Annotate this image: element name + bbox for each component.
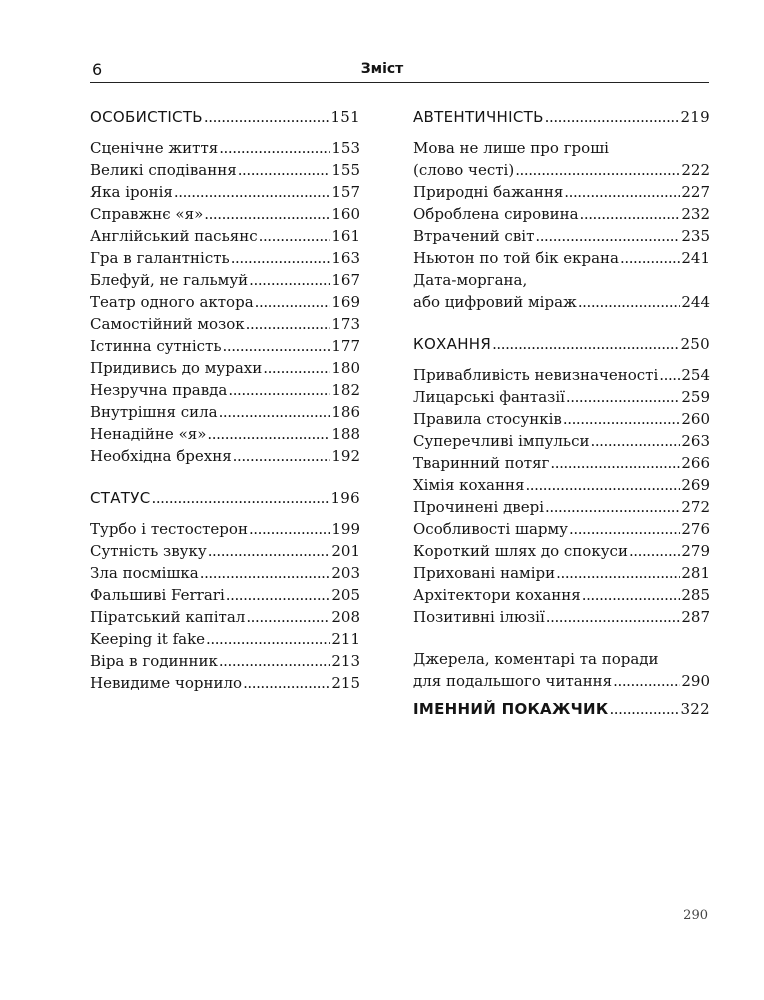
toc-entry[interactable] (90, 628, 360, 650)
entry-title: Яка іронія (90, 183, 173, 201)
toc-entry[interactable] (90, 423, 360, 445)
leader-dots (200, 562, 331, 584)
toc-entry[interactable] (413, 584, 710, 606)
entry-title: Піратський капітал (90, 608, 246, 626)
entry-title: Необхідна брехня (90, 447, 232, 465)
entry-page: 285 (681, 586, 710, 604)
entry-page: 186 (331, 403, 360, 421)
toc-entry[interactable] (413, 452, 710, 474)
entry-page: 182 (331, 381, 360, 399)
leader-dots (259, 225, 331, 247)
entry-page: 222 (681, 161, 710, 179)
toc-entry[interactable] (90, 650, 360, 672)
section-page: 219 (680, 108, 710, 126)
leader-dots (249, 269, 330, 291)
section-page: 250 (680, 335, 710, 353)
toc-entry[interactable] (90, 606, 360, 628)
leader-dots (535, 225, 680, 247)
entry-title: Хімія кохання (413, 476, 525, 494)
entry-line-1: Мова не лише про гроші (413, 139, 609, 157)
toc-section-status[interactable] (90, 487, 360, 509)
entry-page: 203 (331, 564, 360, 582)
entry-page: 254 (681, 366, 710, 384)
leader-dots (238, 159, 331, 181)
entry-title: Самостійний мозок (90, 315, 245, 333)
entry-title: Короткий шлях до спокуси (413, 542, 628, 560)
toc-entry[interactable] (90, 562, 360, 584)
entry-title: Ньютон по той бік екрана (413, 249, 620, 267)
toc-entry-sources[interactable] (413, 648, 710, 692)
entry-page: 276 (681, 520, 710, 538)
toc-entry[interactable] (90, 247, 360, 269)
toc-section-love[interactable] (413, 333, 710, 355)
entry-title: Привабливість невизначеності (413, 366, 659, 384)
entry-page: 290 (681, 672, 710, 690)
section-page: 196 (330, 489, 360, 507)
section-page: 322 (680, 700, 710, 718)
entry-line-1: Джерела, коментарі та поради (413, 650, 659, 668)
entry-page: 279 (681, 542, 710, 560)
leader-dots (231, 247, 331, 269)
leader-dots (609, 698, 679, 720)
toc-entry[interactable] (90, 379, 360, 401)
leader-dots (569, 518, 680, 540)
toc-entry[interactable] (90, 291, 360, 313)
entry-title: Внутрішня сила (90, 403, 218, 421)
entry-page: 160 (331, 205, 360, 223)
entry-page: 201 (331, 542, 360, 560)
entry-page: 205 (331, 586, 360, 604)
toc-entry[interactable] (413, 364, 710, 386)
section-title: КОХАННЯ (413, 335, 492, 353)
entry-title: Правила стосунків (413, 410, 562, 428)
entry-page: 177 (331, 337, 360, 355)
leader-dots (563, 408, 680, 430)
leader-dots (566, 386, 680, 408)
toc-right-column (413, 106, 710, 720)
toc-entry[interactable] (413, 606, 710, 628)
header-rule (90, 82, 709, 83)
toc-entry-multiline[interactable] (413, 269, 710, 313)
entry-page: 199 (331, 520, 360, 538)
entry-page: 157 (331, 183, 360, 201)
toc-entry[interactable] (413, 562, 710, 584)
entry-page: 241 (681, 249, 710, 267)
section-title: СТАТУС (90, 489, 151, 507)
leader-dots (228, 379, 330, 401)
toc-entry[interactable] (413, 386, 710, 408)
leader-dots (223, 335, 331, 357)
toc-entry[interactable] (90, 225, 360, 247)
entry-page: 263 (681, 432, 710, 450)
leader-dots (204, 203, 330, 225)
leader-dots (219, 137, 330, 159)
toc-entry[interactable] (413, 203, 710, 225)
entry-title: Гра в галантність (90, 249, 230, 267)
entry-title: Істинна сутність (90, 337, 222, 355)
entry-title: Позитивні ілюзії (413, 608, 545, 626)
toc-entry[interactable] (90, 518, 360, 540)
toc-entry[interactable] (90, 445, 360, 467)
toc-section-authenticity[interactable] (413, 106, 710, 128)
entry-title: Віра в годинник (90, 652, 218, 670)
entry-line-2: для подальшого читання (413, 672, 613, 690)
entry-line-2: або цифровий міраж (413, 293, 577, 311)
leader-dots (591, 430, 681, 452)
entry-page: 153 (331, 139, 360, 157)
entry-page: 244 (681, 293, 710, 311)
toc-entry[interactable] (413, 225, 710, 247)
entry-page: 208 (331, 608, 360, 626)
leader-dots (515, 159, 680, 181)
entry-line-2: (слово честі) (413, 161, 515, 179)
leader-dots (582, 584, 681, 606)
leader-dots (206, 628, 330, 650)
section-title: ІМЕННИЙ ПОКАЖЧИК (413, 700, 609, 718)
leader-dots (255, 291, 331, 313)
toc-entry[interactable] (413, 181, 710, 203)
toc-left-column (90, 106, 360, 694)
toc-entry[interactable] (90, 159, 360, 181)
page-number: 6 (92, 60, 103, 79)
section-page: 151 (330, 108, 360, 126)
entry-title: Особливості шарму (413, 520, 569, 538)
toc-section-personality[interactable] (90, 106, 360, 128)
leader-dots (659, 364, 680, 386)
entry-title: Зла посмішка (90, 564, 199, 582)
entry-page: 260 (681, 410, 710, 428)
entry-title: Блефуй, не гальмуй (90, 271, 249, 289)
entry-title: Архітектори кохання (413, 586, 581, 604)
entry-title: Приховані наміри (413, 564, 556, 582)
toc-entry[interactable] (413, 247, 710, 269)
leader-dots (246, 606, 330, 628)
leader-dots (613, 670, 680, 692)
leader-dots (550, 452, 680, 474)
toc-entry[interactable] (90, 137, 360, 159)
leader-dots (556, 562, 680, 584)
entry-page: 192 (331, 447, 360, 465)
leader-dots (620, 247, 680, 269)
toc-entry[interactable] (413, 474, 710, 496)
leader-dots (246, 313, 331, 335)
toc-entry-multiline[interactable] (413, 137, 710, 181)
toc-entry[interactable] (90, 540, 360, 562)
entry-page: 180 (331, 359, 360, 377)
entry-title: Ненадійне «я» (90, 425, 207, 443)
entry-page: 169 (331, 293, 360, 311)
entry-title: Турбо і тестостерон (90, 520, 248, 538)
toc-entry[interactable] (90, 672, 360, 694)
leader-dots (204, 106, 330, 128)
entry-title: Незручна правда (90, 381, 228, 399)
leader-dots (174, 181, 330, 203)
entry-title: Невидиме чорнило (90, 674, 243, 692)
entry-page: 272 (681, 498, 710, 516)
toc-entry[interactable] (90, 584, 360, 606)
entry-title: Справжнє «я» (90, 205, 204, 223)
entry-title: Придивись до мурахи (90, 359, 263, 377)
leader-dots (546, 606, 681, 628)
toc-entry[interactable] (90, 203, 360, 225)
toc-entry[interactable] (413, 540, 710, 562)
leader-dots (249, 518, 330, 540)
footer-page-number: 290 (683, 908, 708, 923)
page-title: Зміст (360, 61, 404, 77)
leader-dots (525, 474, 680, 496)
entry-page: 211 (331, 630, 360, 648)
entry-title: Оброблена сировина (413, 205, 579, 223)
leader-dots (233, 445, 331, 467)
entry-title: Сутність звуку (90, 542, 207, 560)
toc-entry[interactable] (413, 518, 710, 540)
toc-entry[interactable] (90, 181, 360, 203)
toc-entry[interactable] (90, 335, 360, 357)
entry-title: Фальшиві Ferrari (90, 586, 225, 604)
leader-dots (545, 496, 680, 518)
toc-entry[interactable] (90, 313, 360, 335)
leader-dots (219, 650, 331, 672)
leader-dots (207, 423, 330, 445)
entry-page: 213 (331, 652, 360, 670)
entry-page: 266 (681, 454, 710, 472)
section-title: ОСОБИСТІСТЬ (90, 108, 203, 126)
leader-dots (545, 106, 680, 128)
entry-page: 215 (331, 674, 360, 692)
entry-page: 167 (331, 271, 360, 289)
entry-line-1: Дата-моргана, (413, 271, 528, 289)
entry-page: 287 (681, 608, 710, 626)
leader-dots (219, 401, 331, 423)
leader-dots (564, 181, 680, 203)
entry-page: 269 (681, 476, 710, 494)
entry-title: Театр одного актора (90, 293, 254, 311)
leader-dots (629, 540, 680, 562)
leader-dots (243, 672, 330, 694)
entry-page: 235 (681, 227, 710, 245)
entry-page: 155 (331, 161, 360, 179)
leader-dots (226, 584, 331, 606)
toc-entry[interactable] (413, 408, 710, 430)
entry-page: 227 (681, 183, 710, 201)
entry-title: Лицарські фантазії (413, 388, 565, 406)
leader-dots (151, 487, 329, 509)
toc-entry[interactable] (90, 269, 360, 291)
entry-page: 173 (331, 315, 360, 333)
leader-dots (208, 540, 331, 562)
entry-title: Великі сподівання (90, 161, 237, 179)
entry-page: 161 (331, 227, 360, 245)
entry-page: 259 (681, 388, 710, 406)
entry-title: Тваринний потяг (413, 454, 550, 472)
entry-page: 232 (681, 205, 710, 223)
entry-page: 281 (681, 564, 710, 582)
leader-dots (580, 203, 681, 225)
entry-page: 188 (331, 425, 360, 443)
leader-dots (578, 291, 681, 313)
entry-title: Сценічне життя (90, 139, 219, 157)
leader-dots (263, 357, 330, 379)
entry-title: Суперечливі імпульси (413, 432, 590, 450)
entry-title: Англійський пасьянс (90, 227, 258, 245)
entry-page: 163 (331, 249, 360, 267)
section-title: АВТЕНТИЧНІСТЬ (413, 108, 544, 126)
toc-entry[interactable] (413, 430, 710, 452)
entry-title: Природні бажання (413, 183, 564, 201)
toc-entry[interactable] (413, 496, 710, 518)
entry-title: Втрачений світ (413, 227, 535, 245)
toc-entry[interactable] (90, 357, 360, 379)
toc-entry[interactable] (90, 401, 360, 423)
entry-title: Прочинені двері (413, 498, 545, 516)
entry-title: Keeping it fake (90, 630, 206, 648)
leader-dots (492, 333, 679, 355)
toc-section-index[interactable] (413, 698, 710, 720)
